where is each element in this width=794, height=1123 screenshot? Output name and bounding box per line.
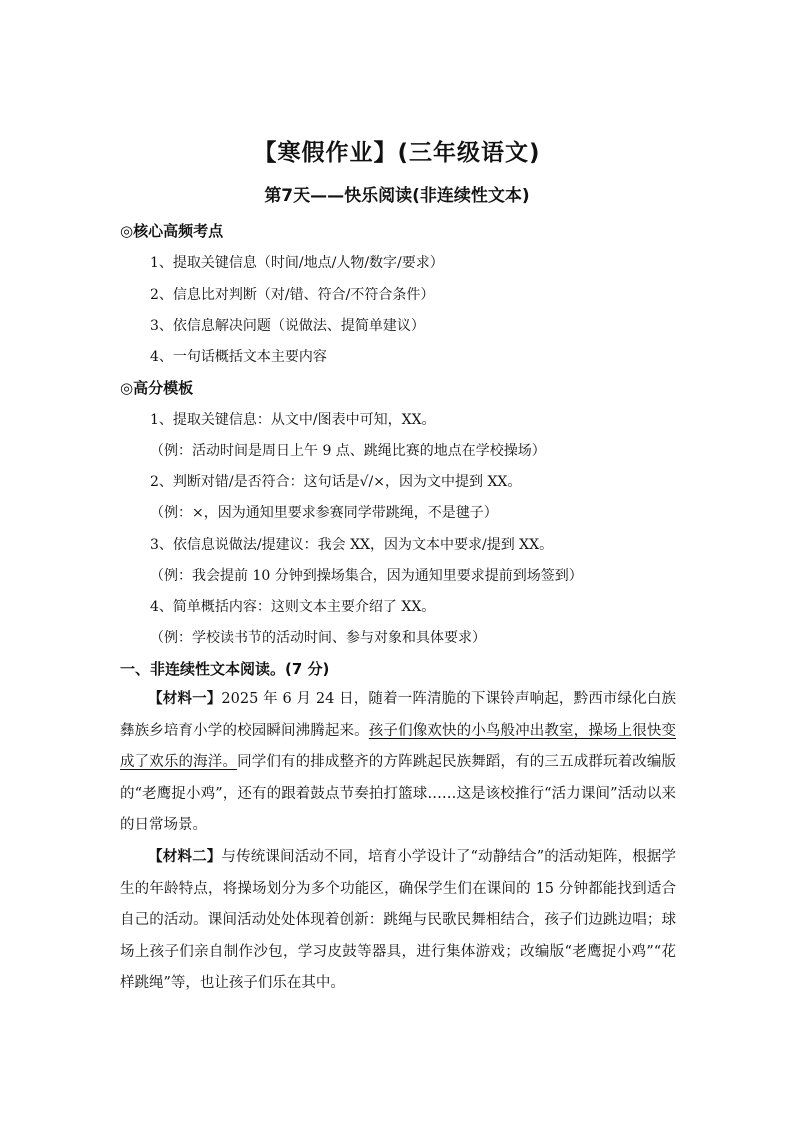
material-one-paragraph bbox=[120, 684, 676, 842]
material-two-paragraph bbox=[120, 842, 676, 1000]
template-example: （例：学校读书节的活动时间、参与对象和具体要求） bbox=[150, 630, 486, 646]
document-title: 【寒假作业】(三年级语文) bbox=[253, 140, 541, 166]
template-item: 1、提取关键信息：从文中/图表中可知，XX。 bbox=[150, 412, 436, 428]
template-example: （例：活动时间是周日上午 9 点、跳绳比赛的地点在学校操场） bbox=[150, 443, 546, 459]
material-one-label: 【材料一】 bbox=[148, 691, 222, 707]
core-point-item: 2、信息比对判断（对/错、符合/不符合条件） bbox=[150, 287, 435, 303]
core-point-item: 3、依信息解决问题（说做法、提简单建议） bbox=[150, 318, 425, 334]
core-point-item: 1、提取关键信息（时间/地点/人物/数字/要求） bbox=[150, 255, 444, 271]
template-item: 3、依信息说做法/提建议：我会 XX，因为文本中要求/提到 XX。 bbox=[150, 537, 554, 553]
template-example: （例：×，因为通知里要求参赛同学带跳绳，不是毽子） bbox=[150, 505, 498, 521]
material-two-label: 【材料二】 bbox=[148, 849, 222, 865]
section-heading-templates: ◎高分模板 bbox=[120, 379, 194, 397]
material-one-underlined-sentence: 孩子们像欢快的小鸟般冲出教室，操场上很快变成了欢乐的海洋。 bbox=[120, 722, 676, 770]
document-subtitle: 第7天——快乐阅读(非连续性文本) bbox=[264, 186, 530, 206]
material-two-text: 与传统课间活动不同，培育小学设计了“动静结合”的活动矩阵，根据学生的年龄特点，将操场划分为多个功能区，确保学生们在课间的 15 分钟都能找到适合自己的活动。课间活动处处体现着创新：跳绳与民歌民舞相结合，孩子们边跳边唱；球场上孩子们亲自制作沙包，学习皮鼓等器具，进行集体游戏；改编版“老鹰捉小鸡”“花样跳绳”等，也让孩子们乐在其中。 bbox=[120, 849, 676, 991]
template-item: 2、判断对错/是否符合：这句话是√/×，因为文中提到 XX。 bbox=[150, 474, 522, 490]
part-heading-reading: 一、非连续性文本阅读。(7 分) bbox=[120, 660, 330, 678]
core-point-item: 4、一句话概括文本主要内容 bbox=[150, 349, 327, 365]
template-example: （例：我会提前 10 分钟到操场集合，因为通知里要求提前到场签到） bbox=[150, 568, 583, 584]
material-one-text-start: 2025 年 6 月 24 日，随着一阵清脆的下课铃声响起，黔西市绿化白族彝族乡培育小学的校园瞬间沸腾起来。 bbox=[120, 691, 676, 739]
material-one-text-end: 同学们有的排成整齐的方阵跳起民族舞蹈，有的三五成群玩着改编版的“老鹰捉小鸡”，还有的跟着鼓点节奏拍打篮球……这是该校推行“活力课间”活动以来的日常场景。 bbox=[120, 754, 677, 833]
section-heading-core-points: ◎核心高频考点 bbox=[120, 222, 224, 240]
template-item: 4、简单概括内容：这则文本主要介绍了 XX。 bbox=[150, 599, 436, 615]
